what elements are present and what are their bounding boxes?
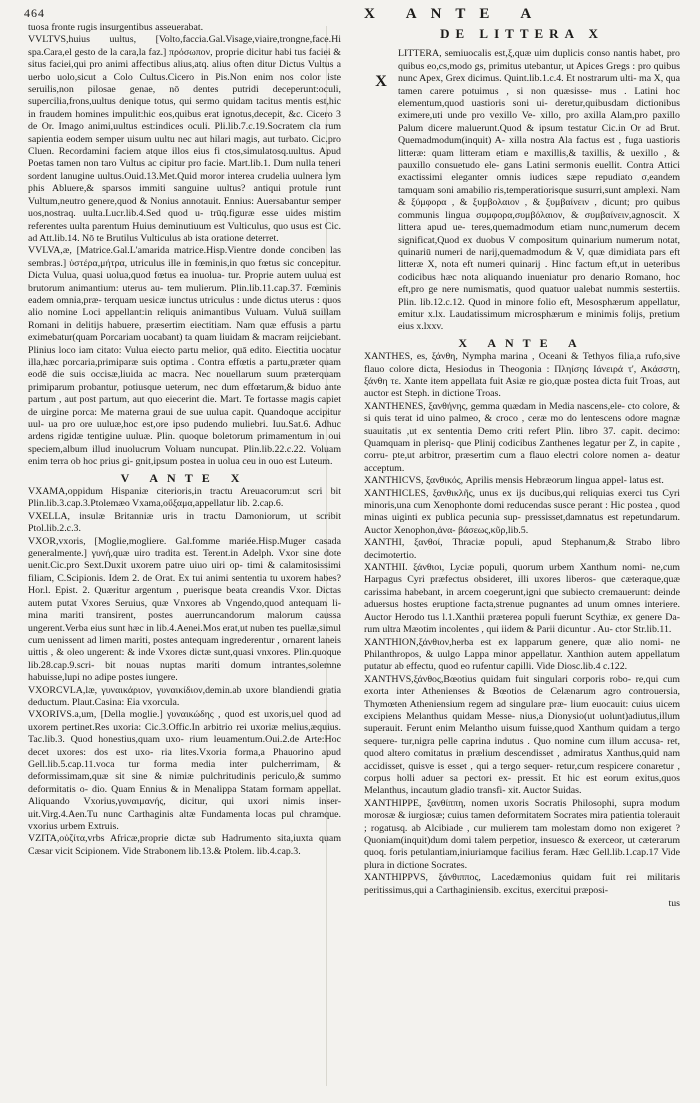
entry-xanthii: XANTHII. ξάνθιοι, Lyciæ populi, quorum urbem Xanthum nomi- ne,cum Harpagus Cyri præfectus obsideret, illi uxores liberos- que cæteraque,quæ carissima habebant, in arcem coegerunt,igni que subiecto cremauerunt: deinde aduersus hostes eruptione facta,strenue pugnantes ad unum omnes interiere. Auctor Herodo tus l.1.Xanthii præterea populi fuerunt Scythiæ, ex genere Da- rum ultra Mæotim incolentes , qui iidem & Parii dicuntur . Au- ctor Str.lib.11. [364,562,680,636]
entry-xanthenes: XANTHENES, ξανθήνης, gemma quædam in Media nascens,ele- cto colore, & si quis terat id uino palmeo, & croco , ceræ mo do lentescens odore magnæ suauitatis ,ut ex sententia Demo criti refert Plin. libro 37. capit. decimo: Quamquam in plerisq- que Plinij codicibus Zanthenes legatur per Z, in capite , corru- pte,ut arbitror, præsertim cum a flauo electri colore nomen a- deatur acceptum. [364,400,680,474]
entry-xanthe: XANTHES, es, ξάνθη, Nympha marina , Oceani & Tethyos filia,a rufo,sive flauo colore dicta, Hesiodus in Theogonia : Πληίσης Ιάνειρά τ', Ακάσστη, ξάνθη τε. Xante item appellata fuit Asiæ re gio,quæ postea dicta fuit Troas, aut auctor est Steph. in dictione Troas. [364,351,680,400]
entry-uxorius: VXORIVS.a,um, [Della moglie.] γυναικώδης , quod est uxoris,uel quod ad uxorem pertinet.Res uxoria: Cic.3.Offic.In arbitrio rei uxoriæ melius,æquius. Tac.lib.3. Quod honestius,quam uxo- rium leuamentum.Oui.2.de Arte:Hoc decet uxores: dos est uxo- ria lites.Vxoria forma,a Phauorino apud Gell.lib.5.cap.11.voca tur forma media inter pulcherrimam, & deformissimam,quæ sit sine & nimiæ pulchritudinis periculo,& summo deformitatis o- dio. Quam Ennius & in Menalippa Statam formam appellat. Aliquando Vxorius,γυναιμανής, dicitur, qui uxori nimis inser- uit.Virg.4.Aen.Tu nunc Carthaginis altæ Fundamenta locas pul chramque. vxorius urbem Extruis. [28,709,341,832]
entry-xanthippus: XANTHIPPVS, ξάνθιππος, Lacedæmonius quidam fuit rei militaris peritissimus,qui a Carthaginiensib. excitus, exercitui præposi- [364,872,680,896]
text-columns [28,22,678,1092]
section-heading-v-ante-x: V ANTE X [120,470,249,485]
section-heading-de-littera-x: DE LITTERA X [440,26,604,41]
entry-xanthippe: XANTHIPPE, ξανθίππη, nomen uxoris Socratis Philosophi, supra modum morosæ & iurgiosæ; cuius tamen deformitatem Socrates mira patientia tolerauit ; rogatusq. ab Alcibiade , cur mulierem tam molestam domo non exigeret ? Quoniam(inquit)dum domi talem perpetior, insuesco & exerceor, ut cæterarum quoq. foris petulantiam,iniuriamque facilius feram. Hæc Gell.lib.1.cap.17 Vide plura in dictione Socrates. [364,797,680,871]
right-column [364,22,680,910]
entry-xanthicles: XANTHICLES, ξανθικλῆς, unus ex ijs ducibus,qui reliquias exerci tus Cyri minoris,una cum Xenophonte domi reducendas susce perant : Hic postea , quod minas uiginti ex publica pecunia sup- pressisset,damnatus est repetundarum. Auctor Xenophon,ἀνα- βάσεως,κῦρ,lib.5. [364,487,680,536]
page-number: 464 [24,6,45,20]
entry-littera-x: LITTERA, semiuocalis est,ξ,quæ uim duplicis conso nantis habet, pro quibus eo,cs,modo gs, primitus utebantur, ut Apices Gregs : pro quibus nunc Apex, Grex dicimus. Quint.lib.1.c.4. Et nostrarum ulti- ma X, qua tamen carere potuimus , si non quæsisse- mus . Latini hoc elementum,quod uastioris soni ui- deretur,quibusdam dictionibus eximere,uti unde pro vexillo Ve- xillo, pro axilla Alam,pro paxillo Palum dicere maluerunt.Quod & ipsum testatur Cic.in Or ad Brut. Quemadmodum(inquit) A- xilla nostra Ala factus est , fuga uastioris litteræ: quam litteram etiam e maxillis,& taxillis, & uexillo , & pauxillo consuetudo ele- gans Latini sermonis euellit. Contra Attici exactissimi eleganter omnis iudices sæpe repudiato σ,eandem tamquam soni amabilio ris,temperatiorisque susurri,sunt amplexi. Nam & ξύμφορα , & ξυμβολαιον , & ξυμβαίνειν , dicunt; pro quibus communis lingua συμφορα,συμβόλαιον, & συμβαίνειν,agnoscit. X littera apud ue- teres,quemadmodum etiam nunc,numerum decem significat,Quod ex duobus V compositum quinarium numerum notat, quinariū numeri de narij,quemadmodum & V, quæ dimidiata pars eft litteræ X, nota eft numeri quinarij . Hinc factum eft,ut in ueteribus codicibus hæc nota aliquando inueniatur pro denario Romano, hoc eft,pro ge nere numismatis, quod quatuor ualebat nummis sestertiis. Plin. lib.12.c.12. Quod in minore folio eft, Mesosphærum appellatur, emitur x.lx. Laudatissimum microsphærum e minimis folijs, pretium eius x.lxxv. [398,48,680,333]
left-column [28,22,341,858]
entry-xanthicus: XANTHICVS, ξανθικός, Aprilis mensis Hebræorum lingua appel- latus est. [364,475,664,487]
littera-x-intro [364,48,680,333]
continuation-line: tuosa fronte rugis insurgentibus asseuerabat. [28,22,204,33]
entry-uxama: VXAMA,oppidum Hispaniæ citerioris,in tractu Areuacorum:ut scri bit Plin.lib.3.cap.3.Ptolemæo Vxama,οὔξαμα,appellatur lib. 2.cap.6. [28,486,341,510]
running-head-title: X ANTE A [364,6,546,22]
entry-uxella: VXELLA, insulæ Britanniæ uris in tractu Damoniorum, ut scribit Ptol.lib.2.c.3. [28,510,341,535]
entry-xanthion: XANTHION,ξάνθιον,herba est ex lapparum genere, quæ alio nomi- ne Philanthropos, & uulgo Lappa minor appellatur. Xanthion autem appellatum putatur ab effectu, quod eo rufentur capilli. Vide Diosc.lib.4 c.122. [364,636,680,673]
entry-uxor: VXOR,vxoris, [Moglie,mogliere. Gal.fomme mariée.Hisp.Muger casada generalmente.] γυνή,quæ uiro tradita est. Terent.in Adelph. Vxor sine dote uenit.Cic.pro Sext.Duxit uxorem patre uiuo uiri op- timi & calamitosissimi filiam, C.Scipionis. Idem 2. de Orat. Ex tui animi sententia tu uxorem habes? Hor.l. Epist. 2. Quæritur argentum , puerisque beata creandis Vxor. Dictas autem putat Vxores Seruius, quæ Vnxores ab Vngendo,quod antequam li- mina mariti transirent, postes auerruncandorum malorum caussa ungerent.Verba eius sunt hæc in lib.4.Aenei.Mos erat,ut nuben tes puellæ,simul cum uenissent ad limen mariti, postes antequam ingrederentur , ornarent laneis uittis , & oleo ungerent: & inde Vxores dictæ sunt,quasi vnxores. Plin.quoque lib.28.cap.9.scri- bit nouas nuptas mariti domum intrantes,solemne habuisse,lupi no adipe postes iungere. [28,535,341,684]
entry-uzita: VZITA,οὐζίτα,vrbs Africæ,proprie dictæ sub Hadrumento sita,iuxta quam Cæsar vicit Scipionem. Vide Strabonem lib.13.& Ptolem. lib.4.cap.3. [28,833,341,857]
entry-vulva: VVLVA,æ, [Matrice.Gal.L'amarida matrice.Hisp.Vientre donde conciben las sembras.] ὑστέρα,μήτρα, utriculus ille in fœminis,in quo fœtus sic concepitur. Dicta Vuluа, quasi uolua,quod fœtus ea inuolua- tur. Proprie autem uulua est brutorum animantium: uterus au- tem mulierum. Plin.lib.11.cap.37. Fœminis eadem omnia,præ- terquam uesicæ iunctus utriculus : unde dictus uterus : quos alio nomine Loci appellant:in reliquis animantibus Vuluam. Vuluā suillam Romani in delitijs habuere, præsertim eiectitiam. Nam quæ effusis a partu eximebatur(quam Porcariam uocabant) ta quam liuidam & macram reijciebant. Plinius loco iam citato: Vulua eiecto partu melior, quā edito. Eiectitia uocatur illa,hæc porcaria,primiparæ suis optima . Contra effœtis a partu,præter quam eodē die suis occisæ,liuida ac macra. Nec nouellarum suum præterquam primiparum probantur, potiusque ueterum, nec dum effœtarum,& biduo ante partum , aut post partum, aut quo eiecerint die. Mart. Te fortasse magis capiet de uirgine porca: Me materna graui de sue uulua capit. Quandoque accipitur uul- ua pro ore uuluæ,hoc est,ore ipso pudendo muliebri. Iuu.Sat.6. Adhuc ardens rigidæ tentigine uuluæ. Plin. quoque boletorum primamentum in oui speciem,album illud inuolucrum Voluam nuncupat. Plin.lib.22.c.22. Voluam enim terra ob hoc prius gi- gnit,ipsum postea in uolua ceu in ouo est Luteum. [28,245,341,468]
entry-uxorcula: VXORCVLA,læ, γυναικάριον, γυναικίδιον,demin.ab uxore blandiendi gratia deductum. Plaut.Casina: Eia vxorcula. [28,684,341,708]
section-heading-x-ante-a: X ANTE A [458,335,586,350]
entry-xanthus: XANTHVS,ξάνθος,Bœotius quidam fuit singulari corporis robo- re,qui cum exorta inter Athenienses & Bœotios de Celænarum agro controuersia, Thymœten Atheniensium regem ad singulare præ- lium euocauit: cuius uicem excipiens Melanthus quidam Messe- nius,a Dionysio(ut uolunt)adiutus,illum superauit. Ferunt enim Melantho uisum fuisse,quod Xanthum quidam a tergo sequere- tur,nigra pelle caprina indutus . Quo nomine cum illum accusa- ret, quod alterо comitatus in prælium descendisset , admiratus Xanthus,quid nam accidisset, quisve is esset , qui a tergo sequer- retur,cum respicere conaretur , corpus holli aduer sa pectori ex- pressit. Et hic est eorum exitus,quos Melanthus, incautum gladio transfi- xit. Auctor Suidas. [364,673,680,797]
catchword: tus [668,898,680,910]
dropcap-letter: X [375,73,387,91]
entry-vultus: VVLTVS,huius uultus, [Volto,faccia.Gal.Visage,viaire,trongne,face.Hi spa.Cara,el gesto de la cara,la faz.] πρόσωπον, proprie dicitur habi tus faciei & situs faciei,qui pro animi affectibus alius,atq. alius often ditur Dictus Vultus a uerbo uolo,sicut a Colo Cultus.Cicero in Pis.Non enim nos color iste seruilis,non pilosae genae, nō dentes putridi deceperunt:oculi, supercilia,frons,uultus denique totus, qui sermo quidam tacitus mentis est,hic in fraudem homines impulit:hic eos,quibus erat ignotus,decepit, &c. Cicero 3 de Or. Imago animi,uultus est:indices oculi. Pli.lib.7.c.19.Socratem cla rum sapientia eodem semper uisum uultu nec aut hilari magis, aut turbato. Cic.pro Cluen. Recordamini faciem atque illos eius fi ctos,simulatosq.uultus. Apud Poetas tamen non taro Vultus ac cipitur pro facie. Mart.lib.1. Dum nulla teneri sordent lanugine uultus.Ouid.13.Met.Quid moror interea crudelia uulnera lym phis Abluere,& sparsos immiti sanguine uultus? antiqui protule runt Vultum,neutro genere,quod & Nonius annotauit. Ennius: Auersabantur semper uos,nostraq. uulta.Lucr.lib.4.Sed quod u- trūq.figuræ esse uides mistim referentes uulta parentum Huius deminutiuum est Vulticulus, quo usus est Cic. ad Att.lib.14. Nō te Brutilus Vulticulus ab ista oratione deterret. [28,34,341,244]
entry-xanthi: XANTHI, ξανθοί, Thraciæ populi, apud Stephanum,& Strabo libro decimotertio. [364,537,680,561]
